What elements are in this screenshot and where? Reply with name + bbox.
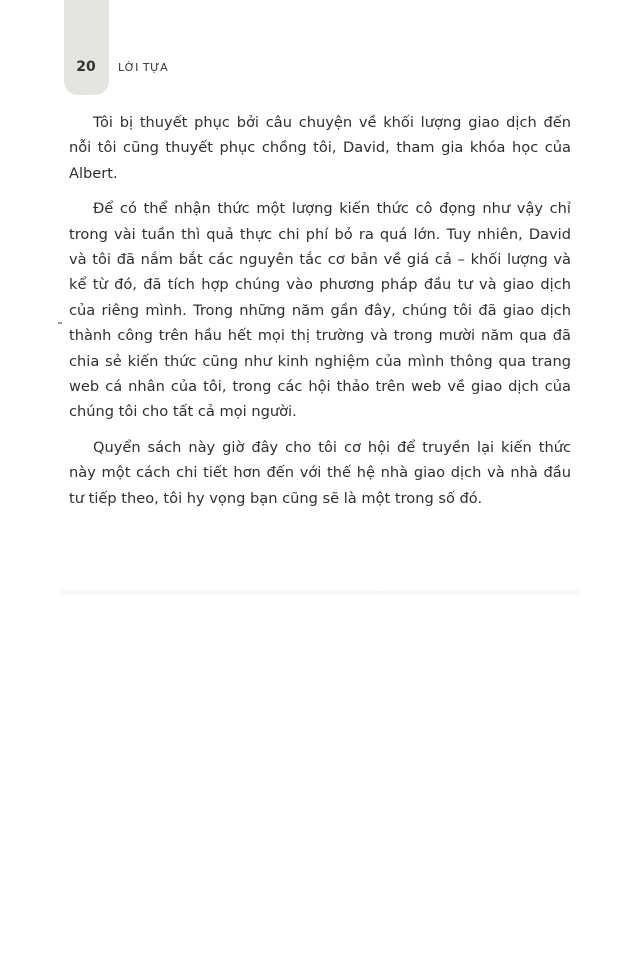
page-number-tab (64, 0, 109, 95)
paragraph: Tôi bị thuyết phục bởi câu chuyện về khối lượng giao dịch đến nỗi tôi cũng thuyết phục chồng tôi, David, tham gia khóa học của Albert. (69, 114, 571, 182)
paragraph: Để có thể nhận thức một lượng kiến thức cô đọng như vậy chỉ trong vài tuần thì quả thực chi phí bỏ ra quá lớn. Tuy nhiên, David và tôi đã nắm bắt các nguyên tắc cơ bản về giá cả – khối lượng và kể từ đó, đã tích hợp chúng vào phương pháp đầu tư và giao dịch của riêng mình. Trong những năm gần đây, chúng tôi đã giao dịch thành công trên hầu hết mọi thị trường và trong mười năm qua đã chia sẻ kiến thức cũng như kinh nghiệm của mình thông qua trang web cá nhân của tôi, trong các hội thảo trên web về giao dịch của chúng tôi cho tất cả mọi người. (69, 200, 571, 421)
paragraph: Quyển sách này giờ đây cho tôi cơ hội để truyền lại kiến thức này một cách chi tiết hơn đến với thế hệ nhà giao dịch và nhà đầu tư tiếp theo, tôi hy vọng bạn cũng sẽ là một trong số đó. (69, 438, 571, 507)
running-head: LỜI TỰA (118, 61, 169, 74)
page-number: 20 (76, 59, 96, 75)
scan-mark (58, 322, 62, 324)
body-text (69, 110, 571, 521)
scan-artifact (60, 589, 580, 595)
